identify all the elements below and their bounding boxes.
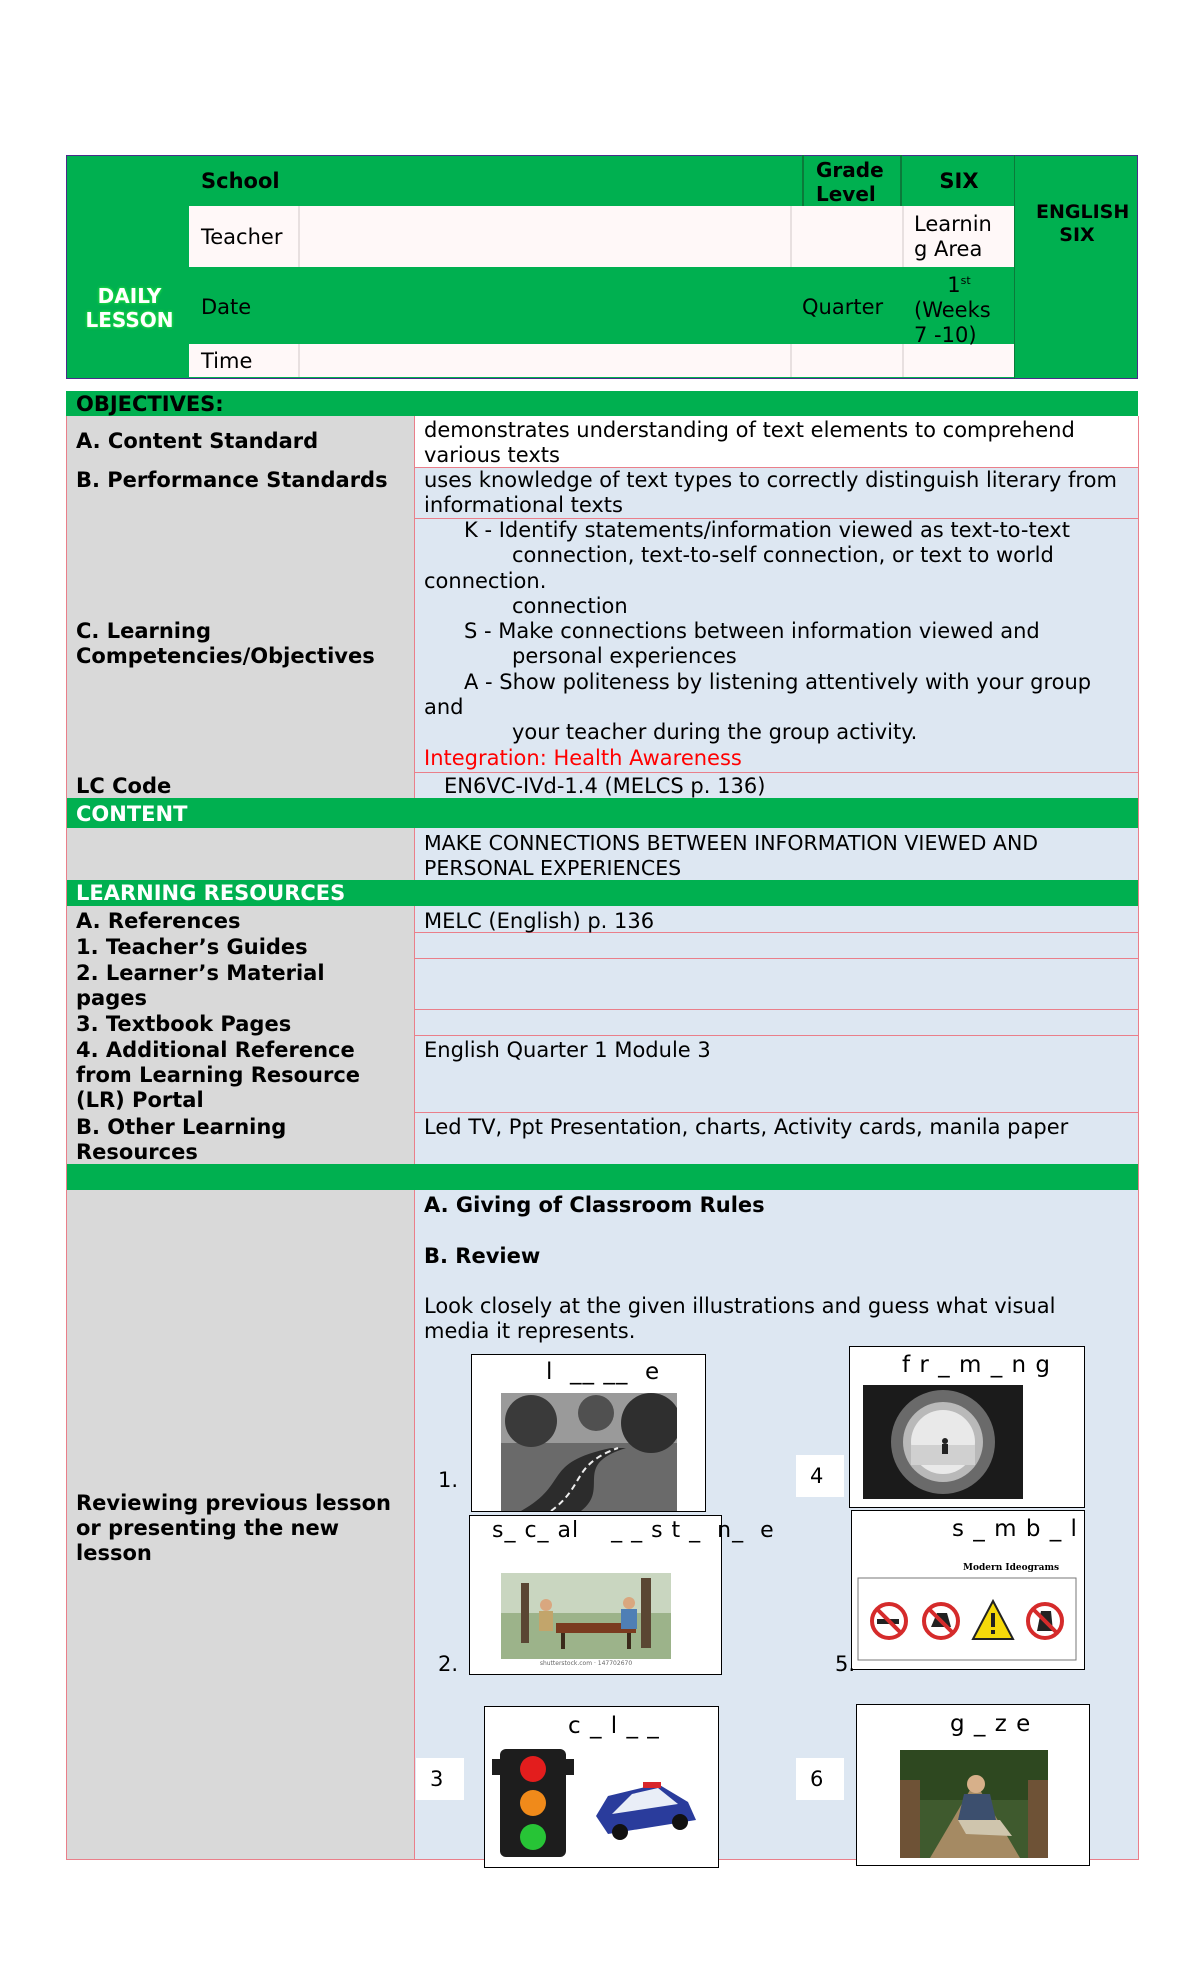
teacher-label: Teacher xyxy=(201,225,283,249)
photo-credit: shutterstock.com · 147702670 xyxy=(539,1660,633,1667)
objective-k-line1: K - Identify statements/information viewed as text-to-text xyxy=(464,518,1070,542)
objective-k-line4: connection xyxy=(512,593,628,618)
school-label: School xyxy=(201,169,280,193)
traffic-light-image xyxy=(492,1745,582,1861)
quarter-label: Quarter xyxy=(802,295,884,319)
learners-material-label: 2. Learner’s Material pages xyxy=(76,961,325,1010)
objectives-heading: OBJECTIVES: xyxy=(76,392,224,416)
learning-area-label: Learnin g Area xyxy=(914,212,992,261)
resources-heading: LEARNING RESOURCES xyxy=(76,881,346,905)
performance-standards-label: B. Performance Standards xyxy=(76,468,388,492)
road-image xyxy=(501,1393,677,1511)
date-label: Date xyxy=(201,295,252,319)
objective-k-line2: connection, text-to-self connection, or text to world xyxy=(512,543,1054,568)
lc-code-value: EN6VC-IVd-1.4 (MELCS p. 136) xyxy=(444,774,766,798)
objective-s-line2: personal experiences xyxy=(512,644,737,669)
review-number-4: 4 xyxy=(796,1455,844,1497)
performance-standards-value: uses knowledge of text types to correctly distinguish literary from informational texts xyxy=(424,468,1117,517)
police-car-image xyxy=(588,1774,702,1844)
content-standard-value: demonstrates understanding of text elements to comprehend various texts xyxy=(424,418,1075,467)
content-heading: CONTENT xyxy=(76,802,188,826)
references-value: MELC (English) p. 136 xyxy=(424,909,655,933)
objective-a-line3: your teacher during the group activity. xyxy=(512,720,918,745)
school-value-field[interactable] xyxy=(302,157,800,204)
grade-level-label: Grade Level xyxy=(816,158,884,206)
content-value: MAKE CONNECTIONS BETWEEN INFORMATION VIEWED AND PERSONAL EXPERIENCES xyxy=(424,831,1039,880)
review-word-3: c _ l _ _ xyxy=(568,1713,660,1739)
review-word-6: g _ z e xyxy=(950,1711,1032,1737)
objective-s-line1: S - Make connections between information viewed and xyxy=(464,619,1040,644)
step-b-review: B. Review xyxy=(424,1244,541,1268)
review-number-3: 3 xyxy=(416,1758,464,1800)
review-word-5: s _ m b _ l xyxy=(952,1516,1078,1542)
content-standard-label: A. Content Standard xyxy=(76,429,319,453)
procedures-heading-bar xyxy=(66,1164,1138,1190)
review-word-1: l __ __ e xyxy=(546,1359,661,1385)
teachers-guides-label: 1. Teacher’s Guides xyxy=(76,935,308,959)
quarter-number: 1 xyxy=(947,273,961,297)
objective-k-line3: connection. xyxy=(424,568,547,593)
lc-code-label: LC Code xyxy=(76,774,172,798)
subject-label: ENGLISH SIX xyxy=(1036,201,1130,246)
additional-reference-value: English Quarter 1 Module 3 xyxy=(424,1038,711,1062)
textbook-pages-label: 3. Textbook Pages xyxy=(76,1012,292,1036)
framing-image xyxy=(863,1385,1023,1499)
teacher-value-field[interactable] xyxy=(302,208,788,265)
date-value-field[interactable] xyxy=(302,269,788,342)
quarter-value xyxy=(904,266,1014,350)
time-label: Time xyxy=(201,349,253,373)
no-dogs-icon xyxy=(924,1604,958,1638)
no-smoking-icon xyxy=(872,1604,906,1638)
no-pets-icon xyxy=(1028,1604,1062,1638)
social-distance-image xyxy=(501,1573,671,1667)
other-resources-label: B. Other Learning Resources xyxy=(76,1115,287,1164)
integration-note: Integration: Health Awareness xyxy=(424,745,742,770)
review-number-6: 6 xyxy=(796,1758,844,1800)
additional-reference-label: 4. Additional Reference from Learning Resource (LR) Portal xyxy=(76,1038,361,1112)
review-word-4: f r _ m _ n g xyxy=(902,1352,1052,1378)
gaze-image xyxy=(900,1750,1048,1858)
competencies-value xyxy=(414,518,1134,771)
review-word-2: s_ c_ al _ _ s t _ n_ e xyxy=(492,1518,775,1543)
references-label: A. References xyxy=(76,909,241,933)
other-resources-value: Led TV, Ppt Presentation, charts, Activity cards, manila paper xyxy=(424,1115,1069,1139)
review-number-5: 5. xyxy=(835,1652,856,1676)
objective-a-line2: and xyxy=(424,695,464,720)
review-instruction: Look closely at the given illustrations and guess what visual media it represents. xyxy=(424,1294,1056,1343)
procedure-row-label: Reviewing previous lesson or presenting the new lesson xyxy=(76,1491,391,1565)
daily-lesson-label: DAILY LESSON xyxy=(72,282,187,334)
time-value-field[interactable] xyxy=(302,346,788,376)
symbols-caption: Modern Ideograms xyxy=(963,1563,1060,1573)
content-heading-bar xyxy=(66,798,1138,828)
quarter-weeks: (Weeks 7 -10) xyxy=(914,298,991,347)
quarter-suffix: st xyxy=(960,274,971,287)
competencies-label: C. Learning Competencies/Objectives xyxy=(76,619,375,668)
review-number-2: 2. xyxy=(438,1652,459,1676)
objective-a-line1: A - Show politeness by listening attentively with your group xyxy=(464,669,1092,694)
review-number-1: 1. xyxy=(438,1468,459,1492)
ideograms-image xyxy=(857,1577,1077,1661)
step-a-classroom-rules: A. Giving of Classroom Rules xyxy=(424,1193,765,1217)
grade-level-value: SIX xyxy=(939,169,979,193)
